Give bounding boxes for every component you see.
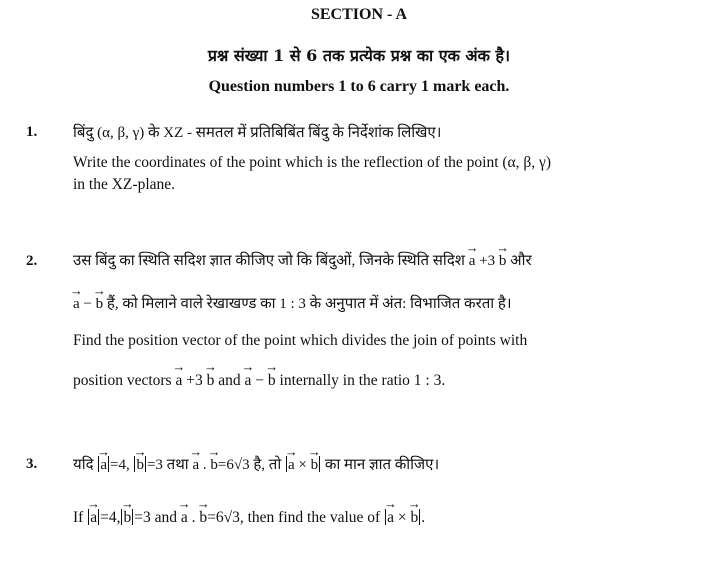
q3-hi-yadi: यदि [73,457,94,473]
operator: +3 [182,372,207,389]
vector-a: → a [90,509,97,527]
instruction-english: Question numbers 1 to 6 carry 1 mark each. [208,78,510,95]
vector-b: → b [199,509,207,527]
vector-a: → a [73,296,80,313]
q2-en-expr1 [175,372,214,389]
question-1-hindi: बिंदु (α, β, γ) के XZ - समतल में प्रतिबिबिंत बिंदु के निर्देशांक लिखिए। [73,125,442,141]
q2-en-expr2 [245,372,276,389]
q2-hindi-line2-text: हैं, को मिलाने वाले रेखाखण्ड का 1 : 3 के अनुपात में अंत: विभाजित करता है। [106,296,512,312]
question-2-english-line2 [73,372,445,390]
cross-operator: × [393,509,411,526]
magnitude-a-value: =4, [100,509,121,526]
q2-expr-a-plus-3b [469,253,510,269]
magnitude-a-value: =4, [109,457,130,473]
q2-en-pre: position vectors [73,372,172,389]
operator: − [79,296,96,312]
vector-b: → b [268,372,276,390]
vector-b: → b [136,457,144,474]
q3-en-if: If [73,509,84,526]
vector-b: → b [311,457,319,474]
question-2-english-line1: Find the position vector of the point which divides the join of points with [73,332,528,349]
cross-operator: × [294,457,311,473]
dot-product-value: =6√3 [217,457,250,473]
vector-a: → a [192,457,199,474]
vector-b: → b [499,253,507,270]
instruction-hindi: प्रश्न संख्या 1 से 6 तक प्रत्येक प्रश्न का एक अंक है। [207,46,511,65]
vector-a: → a [245,372,252,390]
q3-hi-tatha: तथा [166,457,189,473]
question-3-hindi [73,454,439,474]
q3-en-and: and [154,509,177,526]
magnitude-b-value: =3 [146,457,163,473]
vector-a: → a [387,509,394,527]
question-3-english [73,509,425,527]
q2-en-post: internally in the ratio 1 : 3. [279,372,446,389]
q2-hindi-text-post: और [510,253,532,269]
magnitude-b-value: =3 [134,509,151,526]
q2-en-and: and [218,372,241,389]
vector-a: → a [175,372,182,390]
question-3-number: 3. [26,456,38,472]
q3-hi-hai-to: है, तो [253,457,282,473]
vector-b: → b [123,509,131,527]
vector-b: → b [210,457,218,474]
vector-b: → b [207,372,215,390]
question-1-english-line1: Write the coordinates of the point which is the reflection of the point (α, β, γ) [73,154,552,171]
vector-b: → b [410,509,418,527]
vector-b: → b [96,296,104,313]
vector-a: → a [288,457,295,474]
q3-en-post: , then find the value of [239,509,381,526]
question-2-hindi-line2 [73,293,512,313]
question-1-english-line2: in the XZ-plane. [73,176,176,193]
vector-a: → a [181,509,188,527]
q2-expr-a-minus-b [73,296,107,312]
dot-product-value: =6√3 [207,509,240,526]
operator: +3 [475,253,499,269]
q3-hi-post: का मान ज्ञात कीजिए। [324,457,440,473]
vector-a: → a [100,457,107,474]
dot-operator: . [187,509,200,526]
operator: − [251,372,268,389]
q3-en-period: . [421,509,426,526]
section-title: SECTION - A [310,6,408,23]
question-2-number: 2. [26,253,38,269]
q2-hindi-text-pre: उस बिंदु का स्थिति सदिश ज्ञात कीजिए जो कि बिंदुओं, जिनके स्थिति सदिश [73,253,465,269]
question-1-number: 1. [26,124,38,140]
dot-operator: . [199,457,211,473]
question-2-hindi-line1 [73,250,532,270]
vector-a: → a [469,253,476,270]
